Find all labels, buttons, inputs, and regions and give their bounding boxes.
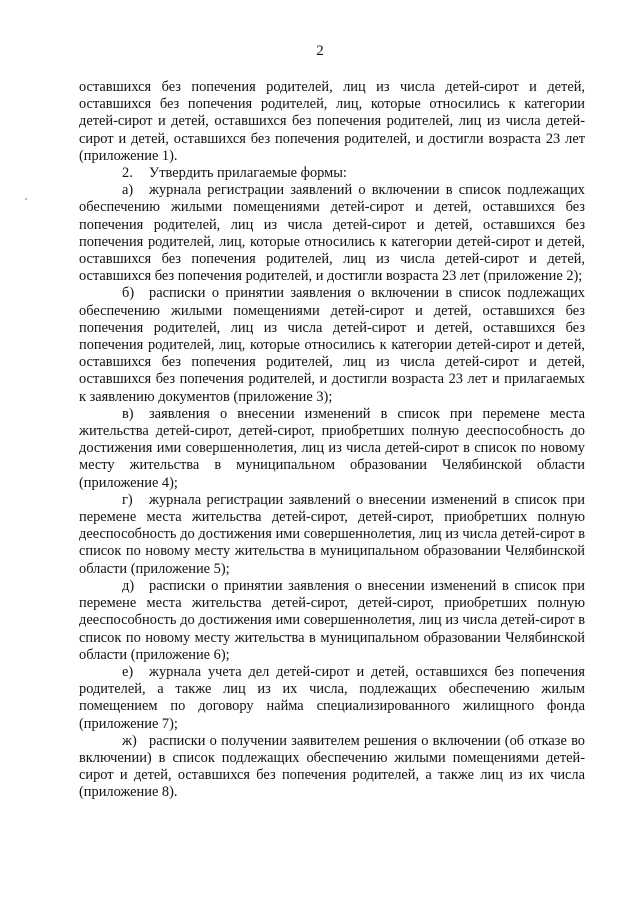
list-item-zh [79,733,585,802]
page-number: 2 [316,43,324,59]
list-item-marker: ж) [122,732,137,749]
clause-2-number: 2. [122,165,133,182]
list-item-marker: а) [122,182,134,199]
list-item-text: расписки о принятии заявления о внесении изменений в список при перемене места жительства детей-сирот, детей-сирот, приобретших полную дееспособность до достижения ими совершеннолетия, лиц из числа детей-сирот в список по новому месту жительства в муниципальном образовании Челябинской области (приложение 6); [79,577,585,663]
list-item-text: заявления о внесении изменений в список при перемене места жительства детей-сирот, детей-сирот, приобретших полную дееспособность до достижения ими совершеннолетия, лиц из числа детей-сирот в список по новому месту жительства в муниципальном образовании Челябинской области (приложение 4); [79,405,585,491]
list-item-marker: б) [122,285,135,302]
scan-speck [25,198,27,200]
list-item-d [79,578,585,664]
clause-2 [79,165,585,182]
clause-2-text: Утвердить прилагаемые формы: [149,165,347,182]
list-item-text: журнала регистрации заявлений о внесении изменений в список при перемене места жительства детей-сирот, детей-сирот, приобретших полную дееспособность до достижения ими совершеннолетия, лиц из числа детей-сирот в список по новому месту жительства в муниципальном образовании Челябинской области (приложение 5); [79,491,585,577]
list-item-e [79,664,585,733]
list-item-text: расписки о получении заявителем решения о включении (об отказе во включении) в список подлежащих обеспечению жилыми помещениями детей-сирот и детей, оставшихся без попечения родителей, а также лиц из их числа (приложение 8). [79,732,585,801]
list-item-marker: г) [122,491,133,508]
list-item-a [79,182,585,285]
list-item-text: журнала регистрации заявлений о включении в список подлежащих обеспечению жилыми помещениями детей-сирот и детей, оставшихся без попечения родителей, лиц из числа детей-сирот и детей, оставшихся без попечения родителей, лиц, которые относились к категории детей-сирот и детей, оставшихся без попечения родителей, лиц из числа детей-сирот и детей, оставшихся без попечения родителей, и достигли возраста 23 лет (приложение 2); [79,182,585,285]
list-item-text: журнала учета дел детей-сирот и детей, оставшихся без попечения родителей, а также лиц из их числа, подлежащих обеспечению жилым помещением по договору найма специализированного жилищного фонда (приложение 7); [79,663,585,732]
document-body [79,79,585,802]
list-item-b [79,285,585,405]
continuation-paragraph: оставшихся без попечения родителей, лиц из числа детей-сирот и детей, оставшихся без попечения родителей, лиц, которые относились к категории детей-сирот и детей, оставшихся без попечения родителей, лиц из числа детей-сирот и детей, оставшихся без попечения родителей, и достигли возраста 23 лет (приложение 1). [79,79,585,164]
list-item-v [79,406,585,492]
list-item-marker: е) [122,663,134,680]
list-item-marker: д) [122,577,135,594]
list-item-marker: в) [122,405,134,422]
list-item-g [79,492,585,578]
list-item-text: расписки о принятии заявления о включении в список подлежащих обеспечению жилыми помещениями детей-сирот и детей, оставшихся без попечения родителей, лиц из числа детей-сирот и детей, оставшихся без попечения родителей, лиц, которые относились к категории детей-сирот и детей, оставшихся без попечения родителей, лиц из числа детей-сирот и детей, оставшихся без попечения родителей, и достигли возраста 23 лет и прилагаемых к заявлению документов (приложение 3); [79,285,585,405]
